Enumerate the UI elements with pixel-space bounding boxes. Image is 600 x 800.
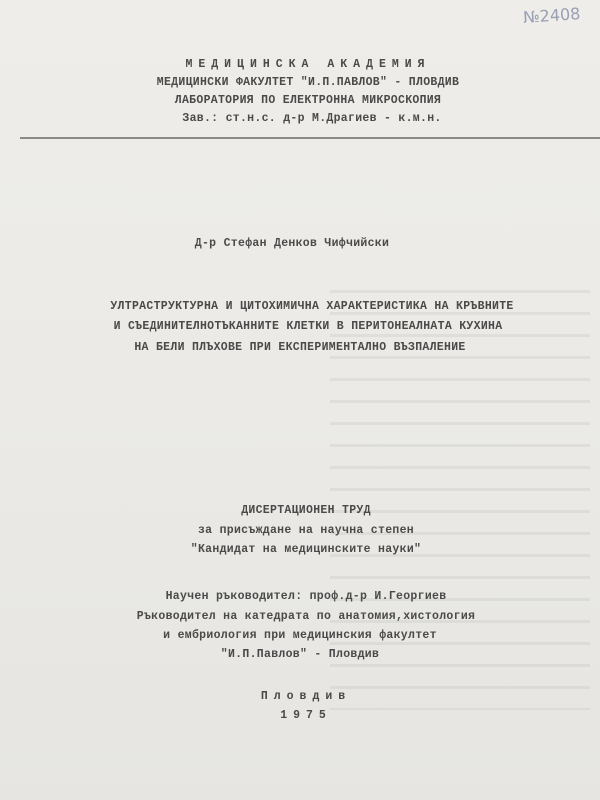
year: 1975 <box>280 709 332 722</box>
supervisor-line-4: "И.П.Павлов" - Пловдив <box>220 648 380 661</box>
handwritten-note: №2408 <box>522 4 581 27</box>
work-degree: "Кандидат на медицинските науки" <box>190 543 422 556</box>
work-purpose: за присъждане на научна степен <box>197 524 415 537</box>
title-line-2: И СЪЕДИНИТЕЛНОТЪКАННИТЕ КЛЕТКИ В ПЕРИТОНЕАЛНАТА КУХИНА <box>113 320 503 333</box>
title-line-1: УЛТРАСТРУКТУРНА И ЦИТОХИМИЧНА ХАРАКТЕРИСТИКА НА КРЪВНИТЕ <box>110 300 514 313</box>
supervisor-line-2: Ръководител на катедрата по анатомия,хистология <box>136 610 476 623</box>
author: Д-р Стефан Денков Чифчийски <box>194 237 390 250</box>
faculty-name: МЕДИЦИНСКИ ФАКУЛТЕТ "И.П.ПАВЛОВ" - ПЛОВДИВ <box>156 76 460 89</box>
head-of-lab: Зав.: ст.н.с. д-р М.Драгиев - к.м.н. <box>182 112 442 125</box>
header-divider <box>20 137 600 139</box>
work-type: ДИСЕРТАЦИОНЕН ТРУД <box>241 504 371 517</box>
laboratory-name: ЛАБОРАТОРИЯ ПО ЕЛЕКТРОННА МИКРОСКОПИЯ <box>174 94 442 107</box>
title-line-3: НА БЕЛИ ПЛЪХОВЕ ПРИ ЕКСПЕРИМЕНТАЛНО ВЪЗПАЛЕНИЕ <box>134 341 466 354</box>
academy-name: МЕДИЦИНСКА АКАДЕМИЯ <box>185 58 431 71</box>
place: Пловдив <box>260 690 352 703</box>
supervisor-line-3: и ембриология при медицинския факултет <box>163 629 437 642</box>
supervisor-line-1: Научен ръководител: проф.д-р И.Георгиев <box>165 590 447 603</box>
